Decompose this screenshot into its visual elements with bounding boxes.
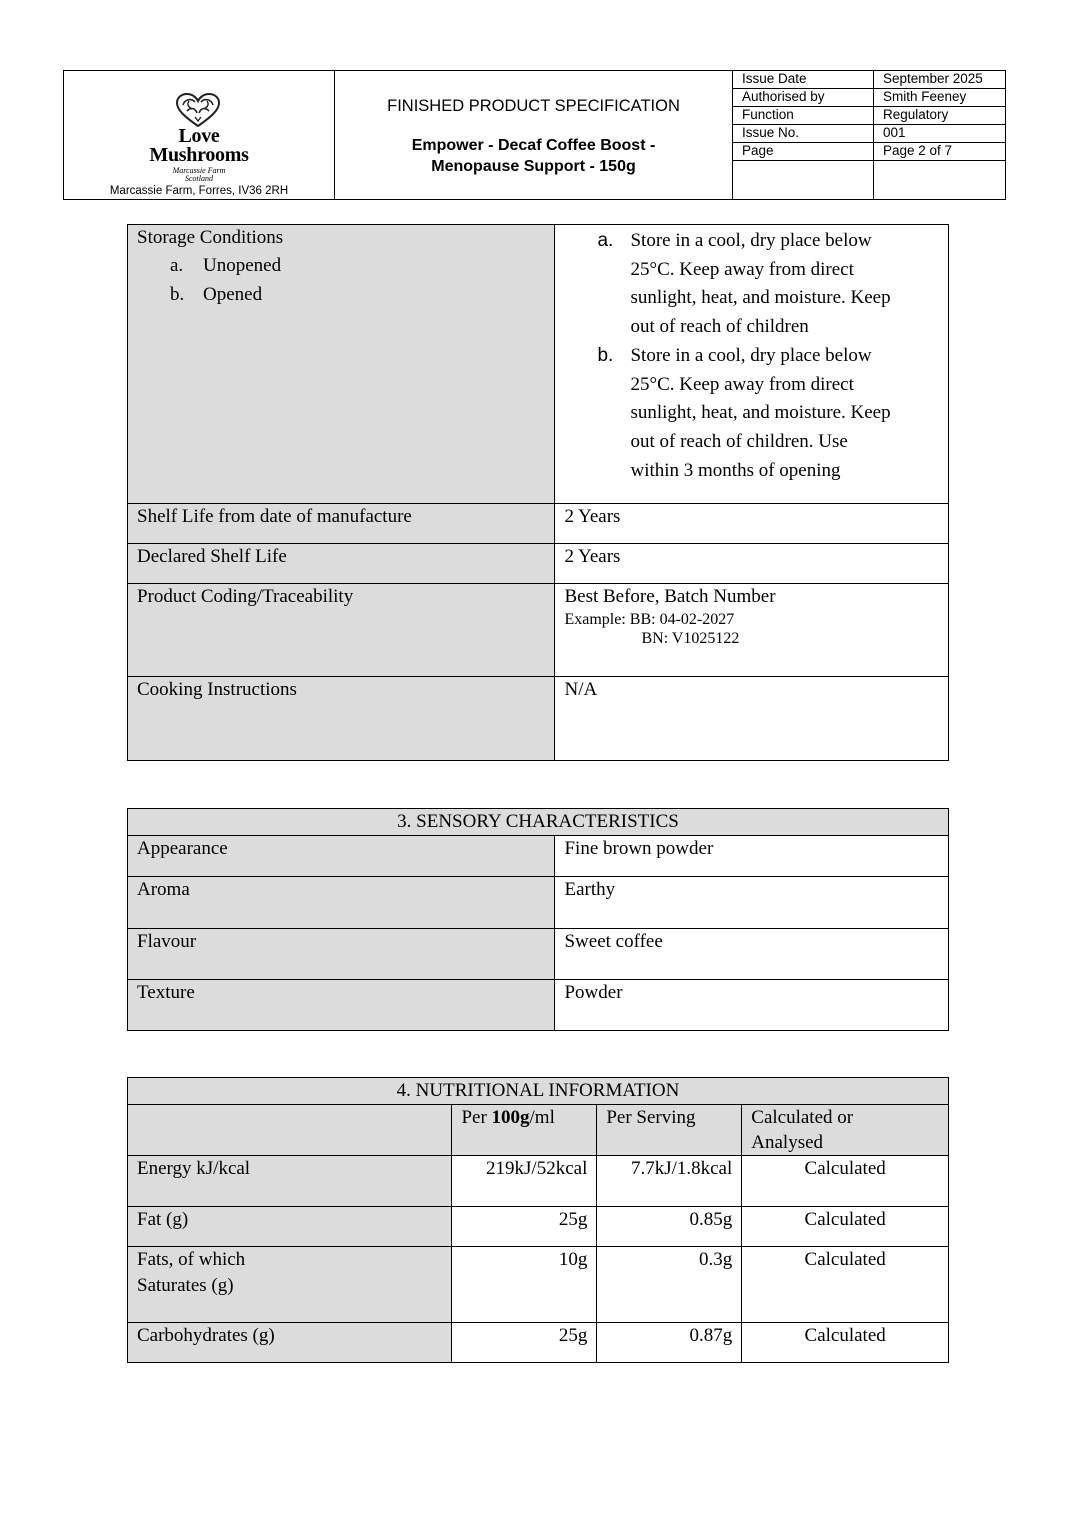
text-line: 25°C. Keep away from direct [630, 373, 854, 395]
storage-shelf-life-table [127, 224, 949, 761]
sensory-value: Sweet coffee [555, 929, 949, 980]
sensory-label: Appearance [128, 836, 555, 877]
brand-tagline [64, 167, 334, 183]
sensory-value: Fine brown powder [555, 836, 949, 877]
product-coding-row [128, 584, 949, 677]
company-logo-cell [64, 71, 335, 199]
cooking-instructions-row [128, 677, 949, 761]
nutrition-header-serving: Per Serving [597, 1105, 742, 1156]
nutrition-title-row [128, 1078, 949, 1105]
nutrient-per100: 10g [452, 1247, 597, 1323]
nutrition-header-calc: Calculated or Analysed [742, 1105, 949, 1156]
company-address: Marcassie Farm, Forres, IV36 2RH [109, 185, 289, 197]
nutrient-calc: Calculated [742, 1247, 949, 1323]
nutrition-row-fat [128, 1207, 949, 1247]
document-title-cell [335, 71, 733, 199]
nutrient-calc: Calculated [742, 1323, 949, 1363]
storage-conditions-label-cell [128, 225, 555, 504]
meta-row-function [733, 107, 1005, 125]
text-line: Store in a cool, dry place below [630, 344, 872, 366]
nutrient-label: Carbohydrates (g) [128, 1323, 452, 1363]
meta-label: Issue Date [733, 71, 874, 89]
sensory-row-aroma [128, 877, 949, 929]
nutrient-label-line2: Saturates (g) [137, 1275, 234, 1296]
nutrient-per100: 219kJ/52kcal [452, 1156, 597, 1207]
brand-line2: Mushrooms [149, 144, 249, 166]
text-line: out of reach of children. Use [630, 430, 848, 452]
document-meta-cell [733, 71, 1005, 199]
meta-row-page [733, 143, 1005, 161]
nutrient-serving: 0.87g [597, 1323, 742, 1363]
sensory-title-row [128, 809, 949, 836]
declared-shelf-life-label: Declared Shelf Life [128, 544, 555, 584]
nutrition-row-saturates [128, 1247, 949, 1323]
text-line: 25°C. Keep away from direct [630, 258, 854, 280]
storage-item [137, 280, 545, 309]
nutrient-serving: 0.3g [597, 1247, 742, 1323]
sensory-value: Earthy [555, 877, 949, 929]
brand-line1: Love [178, 125, 220, 147]
product-coding-value-cell [555, 584, 949, 677]
meta-label: Issue No. [733, 125, 874, 143]
coding-example-line2: BN: V1025122 [641, 630, 740, 647]
storage-conditions-list [137, 251, 545, 309]
meta-label: Function [733, 107, 874, 125]
meta-value: Regulatory [874, 107, 1006, 125]
document-meta-table [733, 71, 1005, 199]
declared-shelf-life-row [128, 544, 949, 584]
nutrient-calc: Calculated [742, 1156, 949, 1207]
nutrient-label: Fats, of which [137, 1249, 246, 1270]
text-line: out of reach of children [630, 316, 809, 338]
storage-conditions-value-cell [555, 225, 949, 504]
meta-value: Page 2 of 7 [874, 143, 1006, 161]
nutrient-serving: 0.85g [597, 1207, 742, 1247]
meta-row-empty [733, 161, 1005, 200]
nutrient-calc: Calculated [742, 1207, 949, 1247]
meta-row-issue-no [733, 125, 1005, 143]
storage-item-label: Opened [203, 284, 263, 305]
storage-item-label: Unopened [203, 255, 282, 276]
text-line: Store in a cool, dry place below [630, 230, 872, 251]
storage-answer [564, 227, 939, 342]
product-title [335, 135, 732, 177]
meta-label: Authorised by [733, 89, 874, 107]
list-marker: a. [170, 255, 184, 276]
product-coding-value: Best Before, Batch Number [564, 586, 776, 607]
storage-answer-text [630, 342, 890, 486]
sensory-title: 3. SENSORY CHARACTERISTICS [128, 809, 949, 836]
nutrition-table [127, 1077, 949, 1363]
document-header [63, 70, 1006, 200]
nutrient-label: Energy kJ/kcal [128, 1156, 452, 1207]
nutrient-label-cell [128, 1247, 452, 1323]
storage-answers-list [564, 227, 939, 485]
nutrient-per100: 25g [452, 1323, 597, 1363]
sensory-row-texture [128, 980, 949, 1031]
nutrient-label: Fat (g) [128, 1207, 452, 1247]
list-marker: b. [597, 344, 614, 366]
coding-example-line1: Example: BB: 04-02-2027 [564, 611, 735, 628]
document-title: FINISHED PRODUCT SPECIFICATION [387, 97, 680, 115]
shelf-life-label: Shelf Life from date of manufacture [128, 504, 555, 544]
declared-shelf-life-value: 2 Years [555, 544, 949, 584]
nutrition-row-carbohydrates [128, 1323, 949, 1363]
text-line: sunlight, heat, and moisture. Keep [630, 402, 891, 424]
sensory-value: Powder [555, 980, 949, 1031]
nutrition-header-per100: Per 100g/ml [452, 1105, 597, 1156]
storage-conditions-title: Storage Conditions [137, 227, 284, 248]
list-marker: b. [170, 284, 185, 305]
storage-conditions-row [128, 225, 949, 504]
nutrition-row-energy [128, 1156, 949, 1207]
sensory-label: Aroma [128, 877, 555, 929]
meta-value: Smith Feeney [874, 89, 1006, 107]
sensory-label: Flavour [128, 929, 555, 980]
sensory-table [127, 808, 949, 1031]
sensory-row-appearance [128, 836, 949, 877]
storage-answer [564, 342, 939, 486]
sensory-label: Texture [128, 980, 555, 1031]
brand-tagline-line1: Marcassie Farm [172, 166, 226, 175]
brand-name [64, 127, 334, 165]
product-coding-label: Product Coding/Traceability [128, 584, 555, 677]
shelf-life-row [128, 504, 949, 544]
meta-row-issue-date [733, 71, 1005, 89]
meta-row-authorised-by [733, 89, 1005, 107]
mushroom-heart-logo-icon [175, 93, 221, 127]
cooking-instructions-label: Cooking Instructions [128, 677, 555, 761]
meta-label: Page [733, 143, 874, 161]
meta-value: September 2025 [874, 71, 1006, 89]
shelf-life-value: 2 Years [555, 504, 949, 544]
nutrient-serving: 7.7kJ/1.8kcal [597, 1156, 742, 1207]
nutrient-per100: 25g [452, 1207, 597, 1247]
list-marker: a. [597, 230, 614, 251]
cooking-instructions-value: N/A [555, 677, 949, 761]
meta-value: 001 [874, 125, 1006, 143]
text-line: within 3 months of opening [630, 459, 841, 481]
nutrition-header-row [128, 1105, 949, 1156]
storage-answer-text [630, 227, 890, 342]
product-title-line2: Menopause Support - 150g [431, 158, 636, 175]
sensory-row-flavour [128, 929, 949, 980]
nutrition-title: 4. NUTRITIONAL INFORMATION [128, 1078, 949, 1105]
text-line: sunlight, heat, and moisture. Keep [630, 287, 891, 309]
nutrition-header-empty [128, 1105, 452, 1156]
brand-tagline-line2: Scotland [185, 174, 213, 183]
storage-item [137, 251, 545, 280]
product-title-line1: Empower - Decaf Coffee Boost - [411, 137, 656, 154]
